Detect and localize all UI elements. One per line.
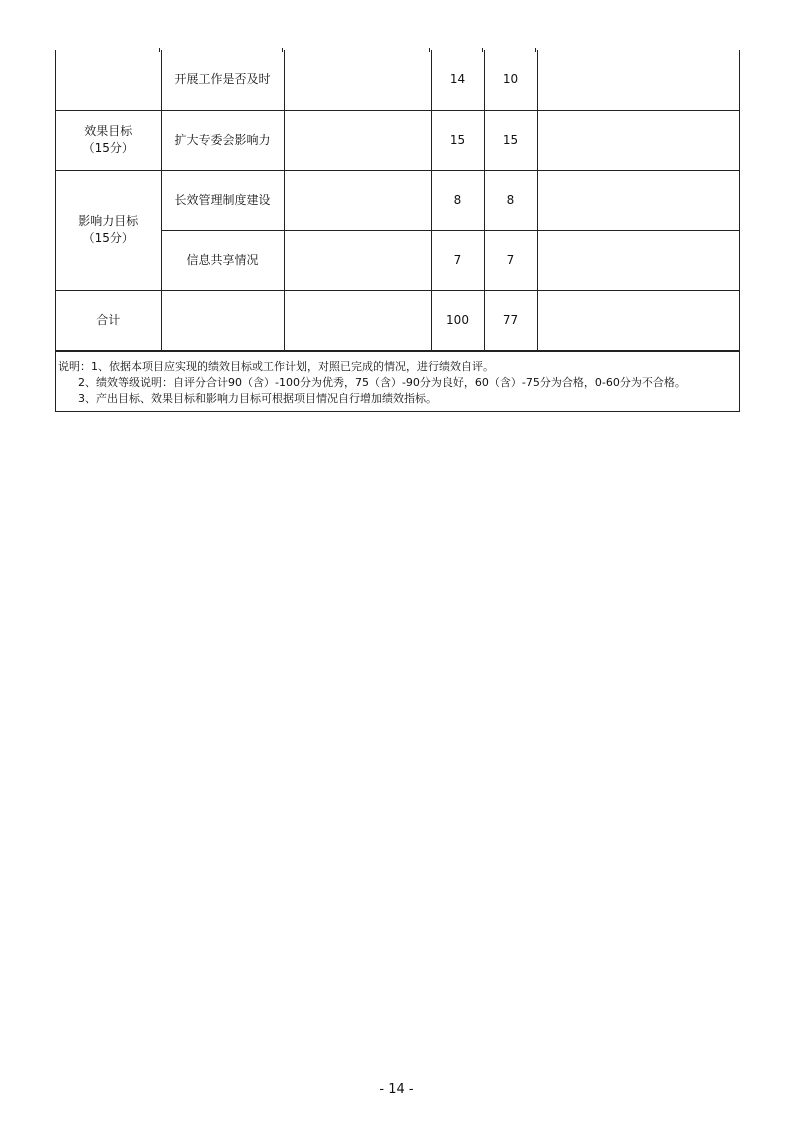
score-cell: 7: [484, 230, 537, 290]
page-number: - 14 -: [379, 1082, 414, 1097]
indicator-cell: 开展工作是否及时: [161, 50, 284, 110]
total-label-cell: 合计: [56, 290, 161, 350]
remark-cell: [537, 290, 739, 350]
table-row: [56, 50, 739, 110]
category-cell: 效果目标 （15分）: [56, 110, 161, 170]
score-cell: 8: [484, 170, 537, 230]
note-line: 说明：1、依据本项目应实现的绩效目标或工作计划，对照已完成的情况，进行绩效自评。: [58, 359, 494, 373]
content-cell: [284, 50, 431, 110]
table-row: [56, 110, 739, 170]
total-weight-cell: 100: [431, 290, 484, 350]
content-cell: [284, 290, 431, 350]
weight-cell: 7: [431, 230, 484, 290]
category-cell: 影响力目标 （15分）: [56, 170, 161, 290]
total-row: [56, 290, 739, 350]
remark-cell: [537, 110, 739, 170]
weight-cell: 14: [431, 50, 484, 110]
remark-cell: [537, 170, 739, 230]
note-line: 2、绩效等级说明：自评分合计90（含）-100分为优秀，75（含）-90分为良好，60（含）-75分为合格，0-60分为不合格。: [78, 375, 686, 389]
performance-table-sheet: [55, 50, 740, 412]
notes-block: [56, 351, 739, 411]
indicator-cell: [161, 290, 284, 350]
total-score-cell: 77: [484, 290, 537, 350]
category-cell: [56, 50, 161, 110]
weight-cell: 8: [431, 170, 484, 230]
remark-cell: [537, 50, 739, 110]
note-line: 3、产出目标、效果目标和影响力目标可根据项目情况自行增加绩效指标。: [78, 391, 437, 405]
table-row: [56, 170, 739, 230]
content-cell: [284, 230, 431, 290]
content-cell: [284, 170, 431, 230]
indicator-cell: 扩大专委会影响力: [161, 110, 284, 170]
score-cell: 15: [484, 110, 537, 170]
performance-evaluation-table: [56, 50, 739, 351]
content-cell: [284, 110, 431, 170]
weight-cell: 15: [431, 110, 484, 170]
score-cell: 10: [484, 50, 537, 110]
indicator-cell: 长效管理制度建设: [161, 170, 284, 230]
indicator-cell: 信息共享情况: [161, 230, 284, 290]
remark-cell: [537, 230, 739, 290]
